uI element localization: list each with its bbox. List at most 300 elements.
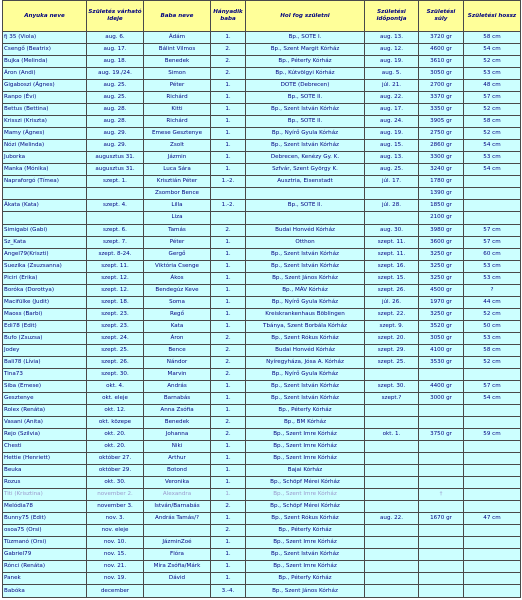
birth-place-cell bbox=[246, 188, 365, 200]
header-birth-place: Hol fog születni bbox=[246, 1, 365, 32]
birth-weight-cell bbox=[419, 404, 464, 416]
birth-length-cell: 54 cm bbox=[464, 164, 521, 176]
expected-date-cell: aug. 28. bbox=[87, 104, 144, 116]
birth-weight-cell: 3370 gr bbox=[419, 92, 464, 104]
baby-number-cell: 1. bbox=[211, 465, 246, 477]
baby-number-cell: 1. bbox=[211, 296, 246, 308]
expected-date-cell: nov. eleje bbox=[87, 525, 144, 537]
baby-number-cell: 1. bbox=[211, 260, 246, 272]
birth-date-cell bbox=[365, 404, 419, 416]
birth-date-cell: szept. 26. bbox=[365, 284, 419, 296]
baby-name-cell: Áron bbox=[144, 332, 211, 344]
table-row bbox=[3, 284, 521, 296]
birth-place-cell: Tbánya, Szent Borbála Kórház bbox=[246, 320, 365, 332]
birth-place-cell: Bp., Szent Margit Kórház bbox=[246, 44, 365, 56]
baby-name-cell: Bendegúz Keve bbox=[144, 284, 211, 296]
birth-date-cell: aug. 19. bbox=[365, 128, 419, 140]
birth-place-cell: Nyíregyháza, Jósa A. Kórház bbox=[246, 356, 365, 368]
birth-length-cell bbox=[464, 200, 521, 212]
birth-date-cell: szept. 22. bbox=[365, 308, 419, 320]
table-row bbox=[3, 489, 521, 501]
birth-weight-cell: 3300 gr bbox=[419, 152, 464, 164]
birth-length-cell: 57 cm bbox=[464, 380, 521, 392]
baby-number-cell: 1. bbox=[211, 441, 246, 453]
baby-name-cell: Péter bbox=[144, 236, 211, 248]
birth-date-cell: júl. 21. bbox=[365, 80, 419, 92]
mother-name-cell: Manka (Mónika) bbox=[3, 164, 87, 176]
table-row bbox=[3, 308, 521, 320]
mother-name-cell: Gesztenye bbox=[3, 392, 87, 404]
table-row bbox=[3, 164, 521, 176]
birth-date-cell bbox=[365, 368, 419, 380]
baby-number-cell: 1. bbox=[211, 140, 246, 152]
baby-number-cell: 1. bbox=[211, 573, 246, 585]
birth-date-cell: júl. 28. bbox=[365, 200, 419, 212]
baby-name-cell: Ádám bbox=[144, 32, 211, 44]
table-row bbox=[3, 344, 521, 356]
birth-place-cell: Bp., Schöpf Mérei Kórház bbox=[246, 501, 365, 513]
table-row bbox=[3, 525, 521, 537]
baby-number-cell: 2. bbox=[211, 501, 246, 513]
baby-number-cell: 1.-2. bbox=[211, 200, 246, 212]
birth-place-cell: Bp., Szent János Kórház bbox=[246, 272, 365, 284]
birth-date-cell bbox=[365, 501, 419, 513]
birth-place-cell: Bp., Szent István Kórház bbox=[246, 248, 365, 260]
header-row bbox=[3, 1, 521, 32]
mother-name-cell: Mamy (Ágnes) bbox=[3, 128, 87, 140]
birth-date-cell bbox=[365, 212, 419, 224]
birth-length-cell: 47 cm bbox=[464, 513, 521, 525]
baby-number-cell: 1. bbox=[211, 116, 246, 128]
birth-weight-cell bbox=[419, 549, 464, 561]
mother-name-cell: Rozus bbox=[3, 477, 87, 489]
birth-weight-cell: 3610 gr bbox=[419, 56, 464, 68]
birth-length-cell bbox=[464, 477, 521, 489]
birth-place-cell: Bp., Szent Imre Kórház bbox=[246, 453, 365, 465]
baby-number-cell: 2. bbox=[211, 224, 246, 236]
table-row bbox=[3, 320, 521, 332]
baby-name-cell: Luca Sára bbox=[144, 164, 211, 176]
table-row bbox=[3, 176, 521, 188]
expected-date-cell: okt. 20. bbox=[87, 441, 144, 453]
mother-name-cell: Vasani (Anita) bbox=[3, 417, 87, 429]
expected-date-cell: aug. 17. bbox=[87, 44, 144, 56]
mother-name-cell: Bufo (Zsuzsa) bbox=[3, 332, 87, 344]
birth-place-cell: Bp., Szent Rókus Kórház bbox=[246, 513, 365, 525]
birth-place-cell: Ausztria, Eisenstadt bbox=[246, 176, 365, 188]
birth-place-cell: Debrecen, Kenézy Gy. K. bbox=[246, 152, 365, 164]
birth-weight-cell: 3530 gr bbox=[419, 356, 464, 368]
birth-length-cell: ? bbox=[464, 284, 521, 296]
mother-name-cell: Tina73 bbox=[3, 368, 87, 380]
birth-length-cell: 58 cm bbox=[464, 32, 521, 44]
birth-date-cell: szept. 15. bbox=[365, 272, 419, 284]
birth-date-cell: szept. 20. bbox=[365, 332, 419, 344]
mother-name-cell: Babóka bbox=[3, 585, 87, 598]
birth-place-cell: Bp., Szent Imre Kórház bbox=[246, 441, 365, 453]
birth-length-cell bbox=[464, 368, 521, 380]
expected-date-cell: szept. 11. bbox=[87, 260, 144, 272]
birth-date-cell bbox=[365, 525, 419, 537]
birth-weight-cell: 1390 gr bbox=[419, 188, 464, 200]
table-row bbox=[3, 128, 521, 140]
mother-name-cell: Juborka bbox=[3, 152, 87, 164]
birth-length-cell: 59 cm bbox=[464, 429, 521, 441]
birth-length-cell bbox=[464, 441, 521, 453]
baby-name-cell: Flóra bbox=[144, 549, 211, 561]
baby-number-cell: 1. bbox=[211, 380, 246, 392]
table-row bbox=[3, 248, 521, 260]
birth-place-cell: Budai Honvéd Kórház bbox=[246, 224, 365, 236]
birth-weight-cell: 2860 gr bbox=[419, 140, 464, 152]
birth-length-cell bbox=[464, 212, 521, 224]
table-row bbox=[3, 441, 521, 453]
expected-date-cell bbox=[87, 188, 144, 200]
baby-name-cell: Marvin bbox=[144, 368, 211, 380]
baby-number-cell: 1.-2. bbox=[211, 176, 246, 188]
birth-length-cell: 50 cm bbox=[464, 320, 521, 332]
baby-number-cell: 1. bbox=[211, 164, 246, 176]
table-row bbox=[3, 380, 521, 392]
expected-date-cell: aug. 6. bbox=[87, 32, 144, 44]
birth-weight-cell bbox=[419, 465, 464, 477]
birth-place-cell: Bp., Szent István Kórház bbox=[246, 380, 365, 392]
birth-place-cell: Bp., Szent Imre Kórház bbox=[246, 561, 365, 573]
baby-number-cell: 2. bbox=[211, 525, 246, 537]
baby-name-cell: Johanna bbox=[144, 429, 211, 441]
expected-date-cell: szept. 1. bbox=[87, 176, 144, 188]
birth-date-cell: szept. 9. bbox=[365, 320, 419, 332]
mother-name-cell: Gigaboszi (Ágnes) bbox=[3, 80, 87, 92]
birth-length-cell: 54 cm bbox=[464, 392, 521, 404]
mother-name-cell: Melódia78 bbox=[3, 501, 87, 513]
table-row bbox=[3, 513, 521, 525]
baby-number-cell: 1. bbox=[211, 320, 246, 332]
baby-number-cell: 2. bbox=[211, 429, 246, 441]
baby-name-cell: Zsombor Bence bbox=[144, 188, 211, 200]
birth-weight-cell: 1670 gr bbox=[419, 513, 464, 525]
expected-date-cell: október 27. bbox=[87, 453, 144, 465]
baby-number-cell: 1. bbox=[211, 272, 246, 284]
table-row bbox=[3, 92, 521, 104]
birth-length-cell: 60 cm bbox=[464, 248, 521, 260]
expected-date-cell: szept. 4. bbox=[87, 200, 144, 212]
baby-name-cell: Arthur bbox=[144, 453, 211, 465]
birth-place-cell: Bp., Péterfy Kórház bbox=[246, 573, 365, 585]
table-row bbox=[3, 224, 521, 236]
birth-weight-cell: 4500 gr bbox=[419, 284, 464, 296]
mother-name-cell: Boróka (Dorottya) bbox=[3, 284, 87, 296]
birth-place-cell: Bp., Nyírő Gyula Kórház bbox=[246, 296, 365, 308]
birth-length-cell bbox=[464, 489, 521, 501]
mother-name-cell: Rónci (Renáta) bbox=[3, 561, 87, 573]
expected-date-cell: nov. 21. bbox=[87, 561, 144, 573]
birth-date-cell: szept. 11. bbox=[365, 236, 419, 248]
expected-date-cell: okt. 20. bbox=[87, 429, 144, 441]
birth-weight-cell: 3250 gr bbox=[419, 308, 464, 320]
birth-length-cell: 53 cm bbox=[464, 332, 521, 344]
birth-weight-cell bbox=[419, 525, 464, 537]
expected-date-cell: aug. 28. bbox=[87, 116, 144, 128]
header-mother-name: Anyuka neve bbox=[3, 1, 87, 32]
birth-length-cell: 44 cm bbox=[464, 296, 521, 308]
birth-length-cell: 52 cm bbox=[464, 56, 521, 68]
table-row bbox=[3, 585, 521, 598]
baby-name-cell: Richárd bbox=[144, 92, 211, 104]
baby-number-cell: 2. bbox=[211, 332, 246, 344]
birth-place-cell: Bp., Péterfy Kórház bbox=[246, 525, 365, 537]
baby-number-cell: 1. bbox=[211, 561, 246, 573]
baby-name-cell: András Tamás/? bbox=[144, 513, 211, 525]
baby-number-cell: 1. bbox=[211, 128, 246, 140]
birth-weight-cell bbox=[419, 585, 464, 598]
birth-date-cell: júl. 17. bbox=[365, 176, 419, 188]
expected-date-cell: november 2. bbox=[87, 489, 144, 501]
table-row bbox=[3, 549, 521, 561]
birth-date-cell: aug. 19. bbox=[365, 56, 419, 68]
baby-name-cell: Anna Zsófia bbox=[144, 404, 211, 416]
birth-length-cell: 54 cm bbox=[464, 140, 521, 152]
baby-name-cell bbox=[144, 585, 211, 598]
baby-number-cell: 1. bbox=[211, 236, 246, 248]
baby-name-cell: JázminZoé bbox=[144, 537, 211, 549]
birth-date-cell: szept. 25. bbox=[365, 356, 419, 368]
birth-length-cell: 53 cm bbox=[464, 272, 521, 284]
table-row bbox=[3, 200, 521, 212]
mother-name-cell: Angel79(Kriszti) bbox=[3, 248, 87, 260]
baby-name-cell: Krisztián Péter bbox=[144, 176, 211, 188]
baby-number-cell: 2. bbox=[211, 368, 246, 380]
birth-length-cell: 57 cm bbox=[464, 236, 521, 248]
mother-name-cell: Bettus (Bettina) bbox=[3, 104, 87, 116]
expected-date-cell: november 3. bbox=[87, 501, 144, 513]
birth-date-cell bbox=[365, 453, 419, 465]
birth-length-cell bbox=[464, 417, 521, 429]
expected-date-cell: aug. 25. bbox=[87, 92, 144, 104]
birth-weight-cell: 3050 gr bbox=[419, 332, 464, 344]
birth-registry-table bbox=[2, 0, 521, 598]
header-birth-weight: Születési súly bbox=[419, 1, 464, 32]
expected-date-cell: szept. 30. bbox=[87, 368, 144, 380]
birth-place-cell: Bp., BM Kórház bbox=[246, 417, 365, 429]
baby-name-cell: Bence bbox=[144, 344, 211, 356]
baby-name-cell: Botond bbox=[144, 465, 211, 477]
table-row bbox=[3, 296, 521, 308]
birth-place-cell: Bp., Nyírő Gyula Kórház bbox=[246, 128, 365, 140]
expected-date-cell: nov. 19. bbox=[87, 573, 144, 585]
birth-weight-cell: 3050 gr bbox=[419, 68, 464, 80]
header-birth-date: Születési időpontja bbox=[365, 1, 419, 32]
mother-name-cell: osoa75 (Orsi) bbox=[3, 525, 87, 537]
birth-length-cell: 53 cm bbox=[464, 152, 521, 164]
baby-number-cell: 2. bbox=[211, 417, 246, 429]
expected-date-cell: szept. 7. bbox=[87, 236, 144, 248]
birth-date-cell: aug. 24. bbox=[365, 116, 419, 128]
birth-place-cell: Bp., Schöpf Mérei Kórház bbox=[246, 477, 365, 489]
birth-weight-cell bbox=[419, 537, 464, 549]
table-row bbox=[3, 80, 521, 92]
expected-date-cell bbox=[87, 212, 144, 224]
birth-weight-cell: † bbox=[419, 489, 464, 501]
mother-name-cell: fj 35 (Viola) bbox=[3, 32, 87, 44]
mother-name-cell: Bali78 (Lívia) bbox=[3, 356, 87, 368]
birth-length-cell: 54 cm bbox=[464, 44, 521, 56]
birth-weight-cell bbox=[419, 417, 464, 429]
mother-name-cell: Titi (Krisztina) bbox=[3, 489, 87, 501]
baby-number-cell: 1. bbox=[211, 92, 246, 104]
mother-name-cell: Gabriel79 bbox=[3, 549, 87, 561]
baby-name-cell: Alexandra bbox=[144, 489, 211, 501]
birth-date-cell: aug. 22. bbox=[365, 513, 419, 525]
expected-date-cell: aug. 29. bbox=[87, 128, 144, 140]
mother-name-cell: Macifülke (Judit) bbox=[3, 296, 87, 308]
birth-place-cell: Bp., Szent István Kórház bbox=[246, 392, 365, 404]
birth-weight-cell: 3750 gr bbox=[419, 429, 464, 441]
mother-name-cell: Edi78 (Edit) bbox=[3, 320, 87, 332]
birth-weight-cell: 4400 gr bbox=[419, 380, 464, 392]
baby-name-cell: Bálint Vilmos bbox=[144, 44, 211, 56]
table-row bbox=[3, 404, 521, 416]
baby-name-cell: Kitti bbox=[144, 104, 211, 116]
baby-number-cell: 1. bbox=[211, 392, 246, 404]
birth-length-cell bbox=[464, 585, 521, 598]
expected-date-cell: augusztus 31. bbox=[87, 164, 144, 176]
baby-name-cell: Gergő bbox=[144, 248, 211, 260]
birth-place-cell: Bajai Kórház bbox=[246, 465, 365, 477]
baby-name-cell: Dávid bbox=[144, 573, 211, 585]
birth-date-cell bbox=[365, 549, 419, 561]
birth-date-cell bbox=[365, 573, 419, 585]
header-birth-length: Születési hossz bbox=[464, 1, 521, 32]
baby-number-cell: 2. bbox=[211, 344, 246, 356]
baby-number-cell: 1. bbox=[211, 404, 246, 416]
baby-number-cell: 1. bbox=[211, 32, 246, 44]
mother-name-cell: Rejo (Szilvia) bbox=[3, 429, 87, 441]
mother-name-cell bbox=[3, 188, 87, 200]
birth-place-cell: Bp., MÁV Kórház bbox=[246, 284, 365, 296]
table-row bbox=[3, 501, 521, 513]
baby-name-cell: Ákos bbox=[144, 272, 211, 284]
table-row bbox=[3, 368, 521, 380]
table-row bbox=[3, 453, 521, 465]
baby-number-cell: 1. bbox=[211, 80, 246, 92]
table-row bbox=[3, 56, 521, 68]
birth-weight-cell: 3350 gr bbox=[419, 104, 464, 116]
birth-place-cell: Budai Honvéd Kórház bbox=[246, 344, 365, 356]
expected-date-cell: okt. 4. bbox=[87, 380, 144, 392]
birth-length-cell: 52 cm bbox=[464, 356, 521, 368]
table-row bbox=[3, 116, 521, 128]
birth-length-cell bbox=[464, 549, 521, 561]
expected-date-cell: szept. 26. bbox=[87, 356, 144, 368]
birth-place-cell: Bp., SOTE II. bbox=[246, 116, 365, 128]
table-row bbox=[3, 465, 521, 477]
baby-name-cell: Soma bbox=[144, 296, 211, 308]
mother-name-cell: Jodey bbox=[3, 344, 87, 356]
birth-date-cell bbox=[365, 441, 419, 453]
expected-date-cell: szept. 24. bbox=[87, 332, 144, 344]
mother-name-cell: Rolex (Renáta) bbox=[3, 404, 87, 416]
baby-name-cell: Emese Gesztenye bbox=[144, 128, 211, 140]
birth-place-cell: Bp., Szent István Kórház bbox=[246, 104, 365, 116]
baby-name-cell: Kata bbox=[144, 320, 211, 332]
baby-number-cell bbox=[211, 212, 246, 224]
birth-date-cell: szept. 11. bbox=[365, 248, 419, 260]
baby-number-cell: 2. bbox=[211, 56, 246, 68]
birth-place-cell: Bp., Szent István Kórház bbox=[246, 260, 365, 272]
expected-date-cell: nov. 15. bbox=[87, 549, 144, 561]
baby-name-cell: Péter bbox=[144, 80, 211, 92]
baby-number-cell: 3.-4. bbox=[211, 585, 246, 598]
birth-length-cell: 52 cm bbox=[464, 128, 521, 140]
birth-length-cell bbox=[464, 501, 521, 513]
birth-date-cell bbox=[365, 561, 419, 573]
birth-weight-cell: 3000 gr bbox=[419, 392, 464, 404]
mother-name-cell: Napraforgó (Tímea) bbox=[3, 176, 87, 188]
birth-length-cell: 57 cm bbox=[464, 92, 521, 104]
birth-weight-cell: 2700 gr bbox=[419, 80, 464, 92]
mother-name-cell: Suezika (Zsuzsanna) bbox=[3, 260, 87, 272]
birth-place-cell: Bp., SOTE II. bbox=[246, 92, 365, 104]
expected-date-cell: szept. 25. bbox=[87, 344, 144, 356]
birth-date-cell bbox=[365, 585, 419, 598]
birth-weight-cell: 4600 gr bbox=[419, 44, 464, 56]
table-row bbox=[3, 152, 521, 164]
baby-name-cell: Veronika bbox=[144, 477, 211, 489]
mother-name-cell: Bunny75 (Edit) bbox=[3, 513, 87, 525]
birth-weight-cell: 3905 gr bbox=[419, 116, 464, 128]
table-row bbox=[3, 356, 521, 368]
birth-place-cell: Bp., Szent Imre Kórház bbox=[246, 429, 365, 441]
baby-number-cell: 1. bbox=[211, 152, 246, 164]
table-row bbox=[3, 417, 521, 429]
mother-name-cell: Tüzmanó (Orsi) bbox=[3, 537, 87, 549]
birth-date-cell: szept.? bbox=[365, 392, 419, 404]
expected-date-cell: okt. 30. bbox=[87, 477, 144, 489]
baby-name-cell: Simon bbox=[144, 68, 211, 80]
birth-place-cell: Bp., Szent István Kórház bbox=[246, 140, 365, 152]
birth-weight-cell bbox=[419, 573, 464, 585]
birth-weight-cell: 3600 gr bbox=[419, 236, 464, 248]
table-row bbox=[3, 104, 521, 116]
table-row bbox=[3, 32, 521, 44]
baby-number-cell: 2. bbox=[211, 68, 246, 80]
birth-date-cell: aug. 5. bbox=[365, 68, 419, 80]
birth-date-cell: aug. 12. bbox=[365, 44, 419, 56]
baby-name-cell: Benedek bbox=[144, 417, 211, 429]
mother-name-cell: Csengő (Beatrix) bbox=[3, 44, 87, 56]
table-row bbox=[3, 561, 521, 573]
birth-weight-cell bbox=[419, 477, 464, 489]
baby-name-cell: Regő bbox=[144, 308, 211, 320]
table-body bbox=[3, 32, 521, 598]
birth-length-cell: 52 cm bbox=[464, 308, 521, 320]
birth-place-cell bbox=[246, 212, 365, 224]
birth-place-cell: Bp., Kútvölgyi Kórház bbox=[246, 68, 365, 80]
mother-name-cell: Áron (Andi) bbox=[3, 68, 87, 80]
birth-weight-cell: 1850 gr bbox=[419, 200, 464, 212]
birth-length-cell bbox=[464, 404, 521, 416]
birth-weight-cell: 3250 gr bbox=[419, 248, 464, 260]
birth-length-cell: 48 cm bbox=[464, 80, 521, 92]
mother-name-cell: Krisszi (Kriszta) bbox=[3, 116, 87, 128]
expected-date-cell: szept. 23. bbox=[87, 320, 144, 332]
table-row bbox=[3, 537, 521, 549]
baby-name-cell: Tamás bbox=[144, 224, 211, 236]
table-row bbox=[3, 392, 521, 404]
birth-length-cell bbox=[464, 573, 521, 585]
baby-number-cell: 2. bbox=[211, 356, 246, 368]
